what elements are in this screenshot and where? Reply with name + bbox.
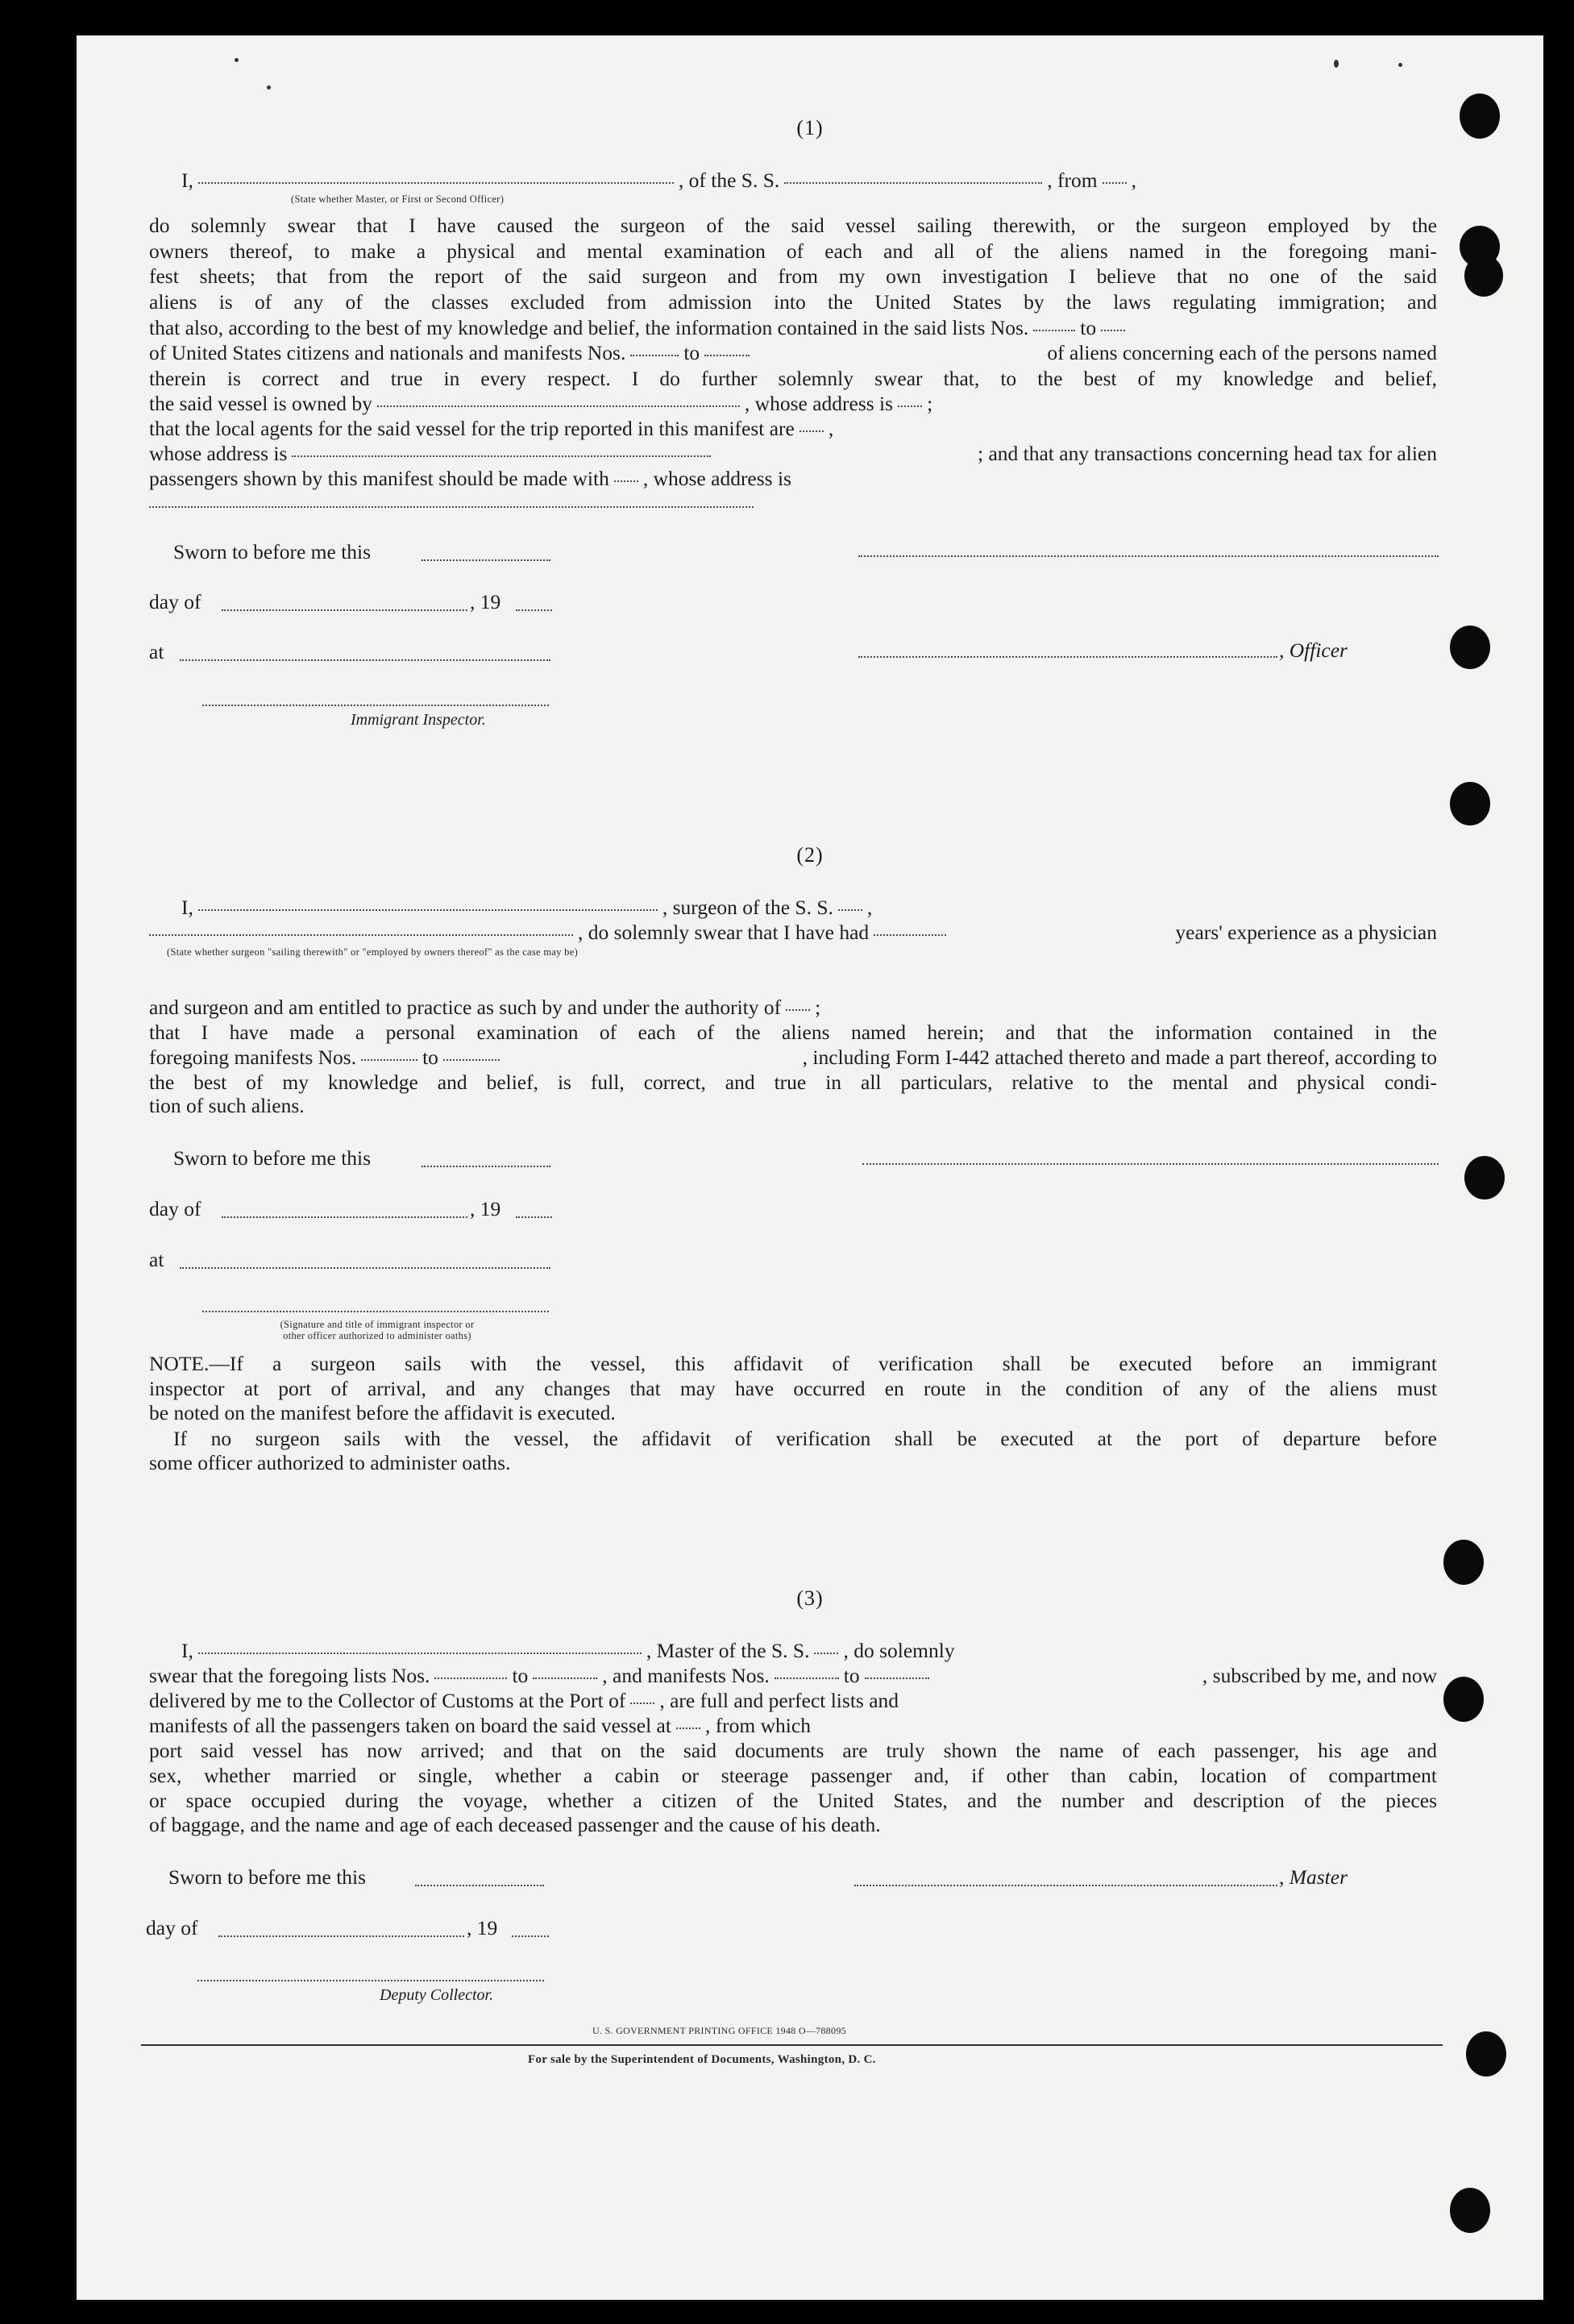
s1-text-1: do solemnly swear that I have caused the surgeon of the said vessel sailing therewith, or the surgeon employed by the bbox=[149, 214, 1437, 237]
s1-sworn-label: Sworn to before me this bbox=[173, 540, 372, 563]
s2-manifest-to-field[interactable] bbox=[443, 1059, 500, 1061]
s2-experience-line: , do solemnly swear that I have had years' experience as a physician bbox=[149, 920, 1437, 946]
s2-text-6: the best of my knowledge and belief, is full, correct, and true in all particulars, relative to the mental and physical condi- bbox=[149, 1071, 1437, 1094]
binder-hole bbox=[1450, 2188, 1490, 2233]
binder-hole bbox=[1443, 1540, 1484, 1585]
speck bbox=[1334, 60, 1339, 68]
gpo-imprint: U. S. GOVERNMENT PRINTING OFFICE 1948 O—788095 bbox=[592, 2025, 846, 2036]
s2-sig-caption-1: (Signature and title of immigrant inspector or bbox=[280, 1319, 475, 1330]
document-page bbox=[77, 35, 1543, 2300]
s2-manifests-line: foregoing manifests Nos. to , including Form I-442 attached thereto and made a part thereof, according to bbox=[149, 1046, 1437, 1069]
s1-line-officer: I, , of the S. S. , from , bbox=[181, 168, 1136, 192]
s1-at-field[interactable] bbox=[180, 659, 550, 661]
officer-title-field[interactable] bbox=[198, 182, 674, 184]
s2-surgeon-line: I, , surgeon of the S. S. , bbox=[181, 896, 873, 919]
s3-month-field[interactable] bbox=[218, 1935, 464, 1937]
s3-year-field[interactable] bbox=[512, 1935, 549, 1937]
s1-month-field[interactable] bbox=[222, 609, 467, 611]
headtax-address-field[interactable] bbox=[149, 506, 754, 508]
s2-inspector-line[interactable] bbox=[202, 1311, 549, 1312]
speck bbox=[1398, 63, 1402, 67]
s2-day-label: day of bbox=[149, 1197, 201, 1220]
s2-at-field[interactable] bbox=[180, 1267, 550, 1269]
s3-manifests-from-field[interactable] bbox=[775, 1678, 839, 1679]
vessel-name-field[interactable] bbox=[784, 182, 1042, 184]
s2-authority-line: and surgeon and am entitled to practice as such by and under the authority of ; bbox=[149, 996, 821, 1019]
s1-officer-label: , Officer bbox=[1279, 638, 1348, 662]
owner-field[interactable] bbox=[377, 405, 740, 407]
s1-year-label: , 19 bbox=[470, 590, 501, 613]
agents-field[interactable] bbox=[799, 430, 824, 432]
s1-lists-line: that also, according to the best of my knowledge and belief, the information contained in the said lists Nos. to bbox=[149, 315, 1437, 341]
surgeon-name-field[interactable] bbox=[198, 909, 658, 911]
manifests-to-field[interactable] bbox=[704, 355, 750, 356]
lists-from-field[interactable] bbox=[1033, 330, 1075, 331]
note-line-5: some officer authorized to administer oaths. bbox=[149, 1451, 511, 1474]
s2-manifest-from-field[interactable] bbox=[361, 1059, 417, 1061]
binder-hole bbox=[1443, 1677, 1484, 1722]
lists-to-field[interactable] bbox=[1101, 330, 1125, 331]
s2-month-field[interactable] bbox=[222, 1216, 467, 1218]
s1-officer-line[interactable] bbox=[858, 656, 1277, 658]
s1-sworn-date-field[interactable] bbox=[422, 559, 550, 561]
s3-text-8: of baggage, and the name and age of each deceased passenger and the cause of his death. bbox=[149, 1813, 881, 1836]
s2-year-field[interactable] bbox=[516, 1216, 552, 1218]
note-line-2: inspector at port of arrival, and any changes that may have occurred en route in the condition of any of the aliens must bbox=[149, 1377, 1437, 1400]
agent-address-field[interactable] bbox=[292, 455, 711, 457]
speck bbox=[267, 85, 271, 89]
s3-year-label: , 19 bbox=[467, 1916, 498, 1939]
binder-hole bbox=[1466, 2031, 1506, 2077]
s3-master-line: I, , Master of the S. S. , do solemnly bbox=[181, 1639, 955, 1662]
s1-at-label: at bbox=[149, 640, 164, 663]
s3-boarding-line: manifests of all the passengers taken on board the said vessel at , from which bbox=[149, 1714, 811, 1737]
footer-rule bbox=[141, 2044, 1443, 2046]
s1-agent-address-line: whose address is ; and that any transactions concerning head tax for alien bbox=[149, 442, 1437, 465]
s1-day-label: day of bbox=[149, 590, 201, 613]
s2-year-label: , 19 bbox=[470, 1197, 501, 1220]
s3-sworn-label: Sworn to before me this bbox=[168, 1865, 367, 1889]
binder-hole bbox=[1460, 94, 1500, 139]
s2-vessel-field[interactable] bbox=[838, 909, 862, 911]
s2-signature-line[interactable] bbox=[862, 1163, 1439, 1165]
s2-at-label: at bbox=[149, 1248, 164, 1271]
s2-sworn-date-field[interactable] bbox=[422, 1166, 550, 1167]
s1-agents-line: that the local agents for the said vessel for the trip reported in this manifest are , bbox=[149, 417, 834, 440]
s2-sig-caption-2: other officer authorized to administer oaths) bbox=[283, 1330, 471, 1341]
s3-lists-from-field[interactable] bbox=[434, 1678, 507, 1679]
section-2-heading: (2) bbox=[796, 843, 824, 867]
note-line-4: If no surgeon sails with the vessel, the affidavit of verification shall be executed at the port of departure before bbox=[173, 1427, 1437, 1450]
section-1-heading: (1) bbox=[796, 116, 824, 139]
section-3-heading: (3) bbox=[796, 1586, 824, 1610]
s3-day-label: day of bbox=[146, 1916, 198, 1939]
collector-label: Deputy Collector. bbox=[380, 1986, 494, 2004]
master-name-field[interactable] bbox=[198, 1653, 642, 1654]
owner-address-field[interactable] bbox=[898, 405, 922, 407]
s1-text-4: aliens is of any of the classes excluded from admission into the United States by the laws regulating immigration; and bbox=[149, 290, 1437, 314]
s1-headtax-line: passengers shown by this manifest should be made with , whose address is bbox=[149, 467, 791, 490]
binder-hole bbox=[1464, 1156, 1505, 1199]
s2-sworn-label: Sworn to before me this bbox=[173, 1146, 372, 1170]
note-line-3: be noted on the manifest before the affidavit is executed. bbox=[149, 1401, 616, 1424]
surgeon-status-field[interactable] bbox=[149, 934, 573, 936]
surgeon-caption: (State whether surgeon "sailing therewith" or "employed by owners thereof" as the case may be) bbox=[167, 946, 579, 958]
s3-lists-line: swear that the foregoing lists Nos. to , and manifests Nos. to , subscribed by me, and now bbox=[149, 1664, 1437, 1687]
headtax-party-field[interactable] bbox=[614, 480, 638, 482]
speck bbox=[235, 58, 239, 62]
s1-year-field[interactable] bbox=[516, 609, 552, 611]
s2-text-4: that I have made a personal examination of each of the aliens named herein; and that the information contained in the bbox=[149, 1021, 1437, 1044]
s1-owner-line: the said vessel is owned by , whose address is ; bbox=[149, 392, 933, 415]
s3-text-5: port said vessel has now arrived; and that on the said documents are truly shown the name of each passenger, his age and bbox=[149, 1739, 1437, 1762]
s3-manifests-to-field[interactable] bbox=[865, 1678, 929, 1679]
s3-sworn-date-field[interactable] bbox=[415, 1885, 544, 1886]
s1-text-2: owners thereof, to make a physical and mental examination of each and all of the aliens named in the foregoing mani- bbox=[149, 239, 1437, 263]
s1-text-3: fest sheets; that from the report of the said surgeon and from my own investigation I believe that no one of the said bbox=[149, 264, 1437, 288]
s3-text-7: or space occupied during the voyage, whether a citizen of the United States, and the number and description of the pieces bbox=[149, 1789, 1437, 1812]
s1-manifests-line: of United States citizens and nationals and manifests Nos. to of aliens concerning each of the persons named bbox=[149, 341, 1437, 364]
s3-port-line: delivered by me to the Collector of Customs at the Port of , are full and perfect lists and bbox=[149, 1689, 899, 1712]
s3-master-signature-line[interactable] bbox=[854, 1885, 1277, 1886]
boarding-port-field[interactable] bbox=[676, 1727, 700, 1729]
collector-signature-line[interactable] bbox=[197, 1980, 544, 1981]
note-line-1: NOTE.—If a surgeon sails with the vessel, this affidavit of verification shall be executed before an immigrant bbox=[149, 1352, 1437, 1375]
s3-master-label: , Master bbox=[1279, 1865, 1348, 1889]
sale-notice: For sale by the Superintendent of Documents, Washington, D. C. bbox=[528, 2053, 876, 2066]
s2-text-7: tion of such aliens. bbox=[149, 1094, 305, 1117]
s3-vessel-field[interactable] bbox=[814, 1653, 838, 1654]
binder-hole bbox=[1450, 626, 1490, 669]
authority-field[interactable] bbox=[786, 1009, 810, 1011]
manifests-from-field[interactable] bbox=[630, 355, 679, 356]
binder-hole bbox=[1464, 255, 1503, 297]
from-port-field[interactable] bbox=[1103, 182, 1127, 184]
binder-hole bbox=[1450, 782, 1490, 825]
s3-text-6: sex, whether married or single, whether a cabin or steerage passenger and, if other than cabin, location of compartment bbox=[149, 1764, 1437, 1787]
years-experience-field[interactable] bbox=[874, 934, 946, 936]
s3-lists-to-field[interactable] bbox=[533, 1678, 597, 1679]
port-field[interactable] bbox=[630, 1702, 654, 1704]
s1-signature-line[interactable] bbox=[858, 555, 1439, 557]
inspector-label: Immigrant Inspector. bbox=[351, 711, 486, 729]
inspector-signature-line[interactable] bbox=[202, 705, 549, 706]
s1-text-8: therein is correct and true in every respect. I do further solemnly swear that, to the best of my knowledge and belief, bbox=[149, 367, 1437, 390]
officer-caption: (State whether Master, or First or Second Officer) bbox=[291, 193, 505, 205]
